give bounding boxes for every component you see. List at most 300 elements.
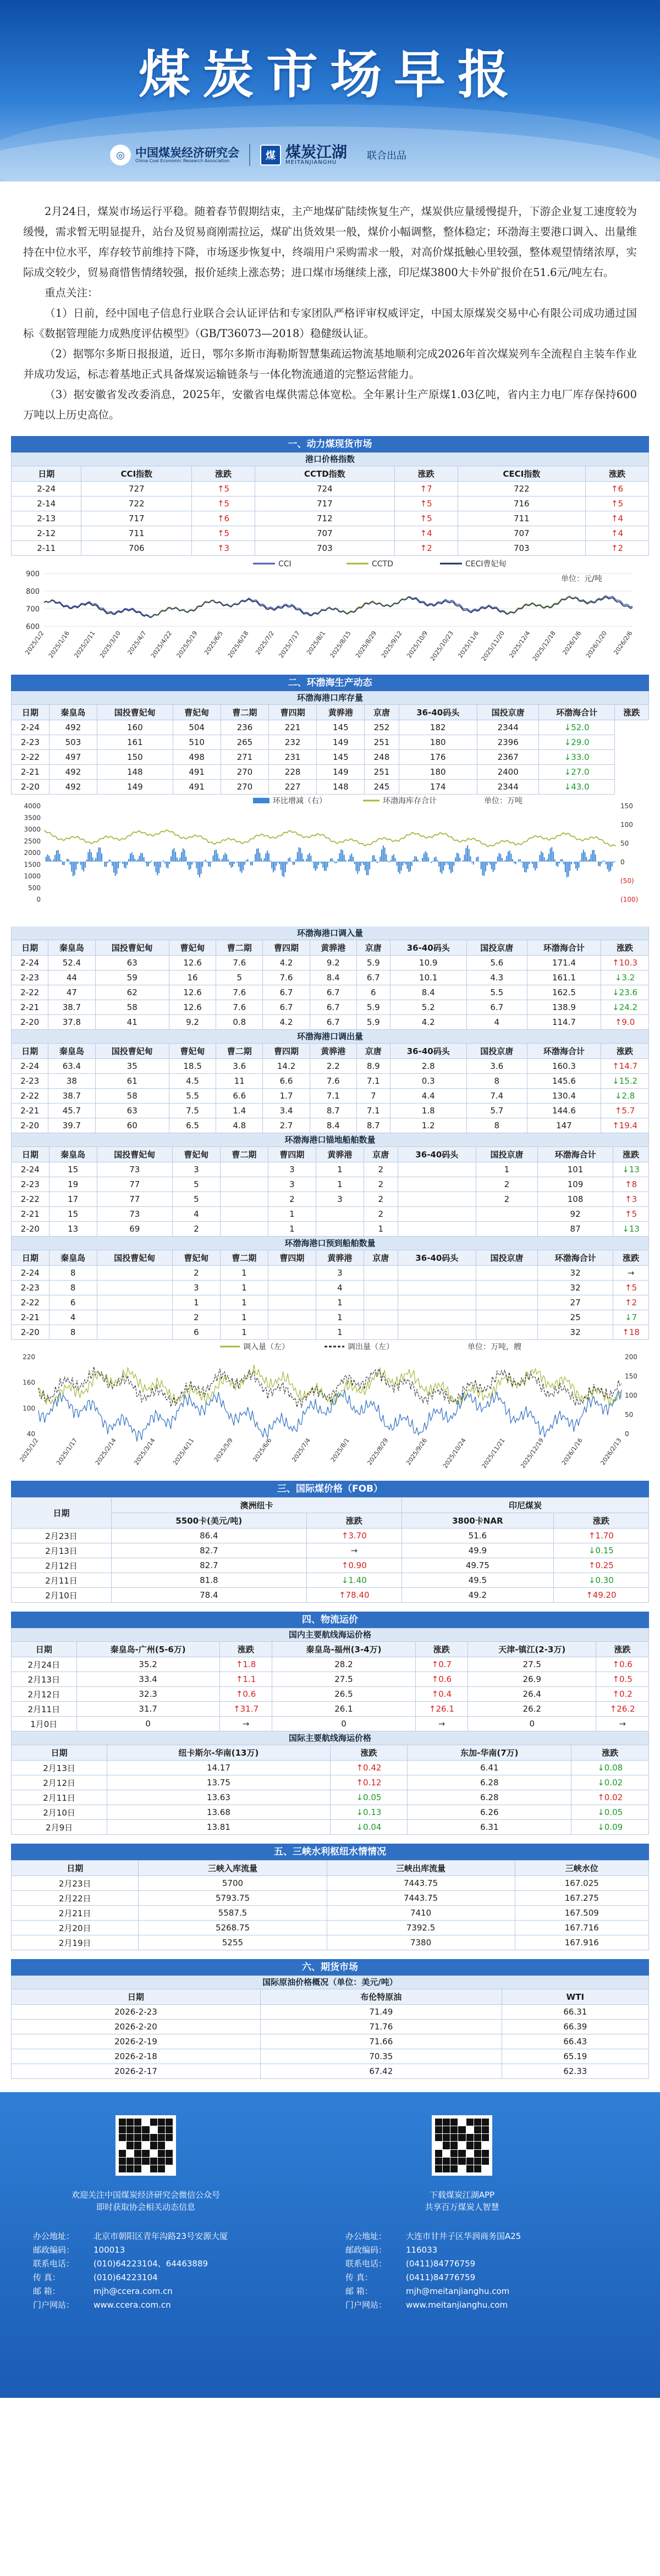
table-cell: 7443.75	[327, 1876, 515, 1891]
table-cell: 26.1	[272, 1702, 415, 1717]
column-header: WTI	[502, 1989, 648, 2005]
table-cell: ↓23.6	[601, 985, 649, 1000]
column-header: 日期	[12, 1642, 77, 1657]
column-header: 国投曹妃甸	[97, 705, 173, 720]
table-row	[12, 985, 649, 1000]
bar-mark	[195, 862, 196, 863]
table-cell: 26.5	[272, 1687, 415, 1702]
y-tick-label: 3000	[24, 825, 41, 834]
chart-unit: 单位：万吨，艘	[468, 1343, 521, 1352]
bar-mark	[110, 860, 111, 862]
table-cell: 58	[95, 1089, 169, 1104]
y-tick-label-right: 0	[625, 1430, 629, 1438]
table-row	[12, 1529, 649, 1543]
column-header: 京唐	[356, 940, 390, 956]
table-cell: 1	[172, 1295, 220, 1310]
y-tick-label-right: 0	[620, 858, 625, 866]
table-row	[12, 2034, 649, 2049]
bar-mark	[279, 862, 280, 864]
org-logos	[110, 144, 406, 166]
column-header: 日期	[12, 940, 48, 956]
inventory-chart	[11, 795, 649, 926]
column-header: 曹二期	[220, 1147, 268, 1162]
table-cell: 6.26	[408, 1805, 571, 1820]
table-cell: 270	[221, 765, 268, 780]
column-header: 曹妃甸	[169, 1044, 216, 1059]
table-cell	[476, 1310, 537, 1325]
table-row	[12, 1089, 649, 1104]
bar-mark	[476, 857, 477, 862]
table-cell: 5.6	[466, 956, 527, 970]
table-cell: 51.6	[402, 1529, 553, 1543]
bar-mark	[204, 861, 205, 862]
bar-mark	[369, 862, 370, 869]
table-cell: 2344	[477, 720, 539, 735]
bar-mark	[127, 862, 128, 865]
table-cell: 109	[538, 1177, 613, 1192]
bar-mark	[291, 861, 292, 862]
inventory-line	[44, 830, 616, 847]
bar-mark	[250, 862, 251, 865]
table-cell: ↓1.40	[306, 1573, 402, 1588]
bar-mark	[348, 859, 349, 862]
table-cell	[268, 1325, 316, 1340]
table-row	[12, 720, 649, 735]
table-cell: 145	[317, 750, 365, 765]
bar-mark	[173, 848, 174, 862]
table-cell: 251	[365, 765, 399, 780]
bar-mark	[375, 859, 376, 862]
table-cell: 73	[97, 1207, 172, 1222]
x-tick-label: 2025/7/4	[290, 1437, 312, 1464]
bar-mark	[307, 855, 309, 862]
org2-name: 煤炭江湖	[285, 143, 348, 161]
table-cell: 108	[538, 1192, 613, 1207]
table-cell: ↑0.90	[306, 1558, 402, 1573]
table-cell	[220, 1222, 268, 1237]
column-header: CECI指数	[458, 466, 585, 482]
phone: (0411)84776759	[406, 2259, 476, 2269]
table-cell: ↑0.6	[415, 1672, 468, 1687]
table-row	[12, 1935, 649, 1950]
bar-mark	[210, 862, 211, 867]
bar-mark	[557, 862, 558, 867]
column-header: 国投曹妃甸	[97, 1147, 172, 1162]
table-cell: 2-20	[12, 1222, 50, 1237]
bar-mark	[547, 859, 548, 862]
bar-mark	[56, 851, 57, 862]
bar-mark	[62, 862, 63, 865]
market-summary: 2月24日，煤炭市场运行平稳。随着春节假期结束，主产地煤矿陆续恢复生产，煤炭供应量缓慢提升，下游企业复工速度较为缓慢，需求暂无明显提升，站台及贸易商刚需拉运，煤矿出货效果一般，煤价小幅调整，整体稳定；环渤海主要港口调入、出量维持在中位水平，库存较节前维持下降，市场逐步恢复中，终端用户采购需求一般，对高价煤抵触心里较强，整体观望情绪浓厚，实际成交较少，贸易商惜售情绪较强，报价延续上涨态势；进口煤市场继续上涨，印尼煤3800大卡外矿报价在51.6元/吨左右。	[23, 205, 637, 279]
bar-mark	[288, 858, 289, 862]
inventory-table	[11, 704, 649, 795]
bar-mark	[539, 855, 540, 862]
column-header: 三峡水位	[515, 1861, 648, 1876]
bar-mark	[85, 862, 86, 868]
table-cell: 6.6	[263, 1074, 310, 1089]
x-tick-label: 2025/4/22	[150, 630, 174, 659]
bar-mark	[438, 862, 439, 867]
bar-mark	[577, 862, 578, 871]
column-header: 国投曹妃甸	[97, 1250, 172, 1266]
bar-mark	[142, 853, 143, 862]
sub-header-outflow: 环渤海港口调出量	[11, 1030, 649, 1043]
x-tick-label: 2026/1/6	[561, 630, 583, 657]
bar-mark	[177, 857, 178, 862]
table-cell: 510	[173, 735, 221, 750]
qr-caption-left-1: 欢迎关注中国煤炭经济研究会微信公众号	[71, 2190, 220, 2200]
column-header: 京唐	[364, 1250, 398, 1266]
table-cell	[97, 1266, 172, 1281]
chart-unit: 单位：万吨	[484, 797, 522, 806]
table-cell: 145	[317, 720, 365, 735]
y-tick-label: 160	[23, 1378, 35, 1387]
th-c1: 5500卡(美元/吨)	[111, 1513, 306, 1529]
bar-mark	[77, 862, 78, 864]
bar-mark	[575, 862, 576, 869]
table-cell: 47	[48, 985, 95, 1000]
table-cell: 27	[538, 1295, 613, 1310]
bar-mark	[109, 859, 110, 862]
table-cell: 707	[458, 526, 585, 541]
column-header: 日期	[12, 1989, 261, 2005]
table-cell: 6.7	[310, 1000, 356, 1015]
bar-mark	[107, 862, 108, 863]
table-cell: ↑1.8	[219, 1657, 272, 1672]
table-cell: 87	[538, 1222, 613, 1237]
bar-mark	[587, 860, 588, 862]
email-link[interactable]: mjh@meitanjianghu.com	[406, 2286, 510, 2296]
table-cell: 1.8	[390, 1104, 466, 1118]
qr-code-ccera-icon[interactable]	[116, 2115, 176, 2176]
table-cell: 727	[81, 482, 192, 497]
bar-mark	[372, 856, 373, 862]
table-cell	[476, 1295, 537, 1310]
table-cell: 1	[364, 1222, 398, 1237]
column-header: 环渤海合计	[538, 1147, 613, 1162]
table-cell: 32	[538, 1281, 613, 1295]
bar-mark	[138, 859, 139, 862]
bar-mark	[294, 862, 295, 865]
table-cell: 5.9	[356, 1000, 390, 1015]
bar-mark	[602, 860, 603, 862]
table-cell: 1.4	[216, 1104, 263, 1118]
bar-mark	[361, 862, 362, 863]
bar-mark	[265, 853, 266, 862]
table-cell: 174	[399, 780, 477, 795]
bar-mark	[426, 853, 427, 862]
bar-mark	[550, 848, 551, 862]
bar-mark	[228, 859, 229, 862]
table-cell: ↑26.2	[596, 1702, 649, 1717]
table-row	[12, 1104, 649, 1118]
bar-mark	[488, 862, 489, 863]
x-tick-label: 2025/5/9	[212, 1437, 234, 1464]
bar-mark	[218, 858, 219, 862]
email-link[interactable]: mjh@ccera.com.cn	[94, 2286, 173, 2296]
table-cell: 62	[95, 985, 169, 1000]
table-cell: ↑5	[192, 482, 255, 497]
table-cell: 5.7	[466, 1104, 527, 1118]
table-cell: ↓0.08	[571, 1761, 649, 1775]
x-tick-label: 2025/6/6	[251, 1437, 273, 1464]
table-row	[12, 1687, 649, 1702]
bar-mark	[527, 862, 529, 869]
bar-mark	[92, 857, 94, 862]
column-header: 36-40码头	[398, 1250, 476, 1266]
table-cell: 19	[49, 1177, 97, 1192]
bar-mark	[98, 847, 100, 862]
table-cell: 5.9	[356, 956, 390, 970]
table-cell: 148	[317, 780, 365, 795]
sub-header-inflow: 环渤海港口调入量	[11, 926, 649, 940]
table-cell: 27.5	[468, 1657, 596, 1672]
bar-mark	[52, 861, 53, 862]
table-cell: ↑5	[192, 497, 255, 511]
table-cell: 63	[95, 1104, 169, 1118]
table-row	[12, 1558, 649, 1573]
table-cell: 717	[81, 511, 192, 526]
bar-mark	[104, 862, 105, 867]
intl-price-table	[11, 1497, 649, 1603]
bar-mark	[440, 862, 441, 872]
bar-mark	[264, 858, 265, 862]
table-cell: →	[415, 1717, 468, 1731]
bar-mark	[586, 857, 587, 862]
table-cell: ↑3	[613, 1192, 649, 1207]
table-cell: 2-22	[12, 1295, 50, 1310]
bar-mark	[81, 862, 82, 870]
table-cell: ↓15.2	[601, 1074, 649, 1089]
table-row	[12, 1672, 649, 1687]
table-cell: ↑5	[613, 1281, 649, 1295]
table-cell: 1	[220, 1295, 268, 1310]
column-header: 京唐	[365, 705, 399, 720]
table-cell: 492	[49, 720, 97, 735]
table-row	[12, 1325, 649, 1340]
bar-mark	[230, 862, 232, 868]
table-cell: 2-23	[12, 735, 50, 750]
table-cell: 2-22	[12, 985, 48, 1000]
website-link[interactable]: www.ccera.com.cn	[94, 2300, 171, 2310]
table-cell: 4.5	[169, 1074, 216, 1089]
table-cell: 17	[49, 1192, 97, 1207]
th-date: 日期	[12, 1498, 112, 1529]
table-cell: 722	[81, 497, 192, 511]
table-cell: ↑4	[394, 526, 458, 541]
x-tick-label: 2025/10/24	[441, 1437, 468, 1470]
bar-mark	[167, 862, 168, 868]
column-header: 三峡入库流量	[139, 1861, 327, 1876]
table-cell: 2	[476, 1192, 537, 1207]
org-ccera	[110, 145, 239, 166]
bar-mark	[121, 861, 122, 862]
table-cell: →	[613, 1266, 649, 1281]
table-cell: ↑1.1	[219, 1672, 272, 1687]
table-cell: 2月19日	[12, 1935, 139, 1950]
bar-mark	[512, 859, 513, 862]
table-cell: 63.4	[48, 1059, 95, 1074]
table-cell: 78.4	[111, 1588, 306, 1603]
table-cell: 180	[399, 735, 477, 750]
table-cell	[316, 1207, 364, 1222]
table-cell: 62.33	[502, 2064, 648, 2079]
table-cell: 6.7	[356, 970, 390, 985]
table-cell: 8.4	[310, 970, 356, 985]
table-cell: 10.9	[390, 956, 466, 970]
fax: (0411)84776759	[406, 2272, 476, 2282]
bar-mark	[422, 858, 423, 862]
key-item-2: （2）据鄂尔多斯日报报道，近日，鄂尔多斯市海勒斯智慧集疏运物流基地顺利完成2026年首次煤炭列车全流程自主装车作业并成功发运，标志着基地正式具备煤炭运输链条与一体化物流通道的完整运营能力。	[23, 347, 637, 380]
table-row	[12, 1177, 649, 1192]
table-cell: 503	[49, 735, 97, 750]
bar-mark	[170, 856, 172, 862]
table-cell: 2-20	[12, 1015, 48, 1030]
table-row	[12, 2064, 649, 2079]
table-cell: 2月22日	[12, 1891, 139, 1906]
table-cell: 6.7	[310, 985, 356, 1000]
table-cell: 5.2	[390, 1000, 466, 1015]
table-row	[12, 1573, 649, 1588]
table-row	[12, 956, 649, 970]
table-cell: 2	[364, 1192, 398, 1207]
bar-mark	[47, 854, 48, 862]
table-cell: 167.509	[515, 1906, 648, 1921]
bar-mark	[533, 862, 534, 868]
table-cell: ↑0.2	[596, 1687, 649, 1702]
column-header: CCTD指数	[255, 466, 394, 482]
column-header: 国投京唐	[466, 1044, 527, 1059]
y-tick-label: 100	[23, 1404, 35, 1413]
bar-mark	[571, 862, 572, 864]
table-cell: 6	[49, 1295, 97, 1310]
table-cell: 6.7	[466, 1000, 527, 1015]
qr-code-app-icon[interactable]	[432, 2115, 492, 2176]
series-line	[38, 1365, 622, 1406]
table-cell: ↑0.25	[553, 1558, 648, 1573]
bar-mark	[521, 862, 522, 863]
x-tick-label: 2025/12/4	[508, 630, 532, 659]
bar-mark	[48, 856, 50, 862]
table-cell: ↓13	[613, 1162, 649, 1177]
table-cell: 2026-2-17	[12, 2064, 261, 2079]
x-tick-label: 2025/11/6	[457, 630, 481, 659]
table-row	[12, 1118, 649, 1133]
column-header: 国投曹妃甸	[95, 940, 169, 956]
bar-mark	[178, 860, 179, 862]
table-cell: 2月24日	[12, 1657, 77, 1672]
legend-label: 调出量（左）	[348, 1343, 394, 1352]
bar-mark	[442, 862, 443, 874]
bar-mark	[544, 857, 545, 862]
bar-mark	[91, 852, 92, 862]
table-cell: 2月11日	[12, 1573, 112, 1588]
column-header: 涨跌	[596, 1642, 649, 1657]
table-row	[12, 1588, 649, 1603]
table-cell: ↓29.0	[539, 735, 615, 750]
table-cell: 1	[268, 1207, 316, 1222]
table-cell: 149	[317, 765, 365, 780]
bar-mark	[386, 854, 387, 862]
bar-mark	[338, 859, 339, 862]
bar-mark	[398, 862, 399, 872]
column-header: 日期	[12, 1147, 50, 1162]
bar-mark	[432, 861, 433, 862]
bar-mark	[234, 862, 235, 864]
bar-mark	[443, 862, 444, 870]
table-cell: 63	[95, 956, 169, 970]
table-cell: 7.1	[356, 1104, 390, 1118]
bar-mark	[300, 848, 301, 862]
table-cell: 8.4	[310, 1118, 356, 1133]
bar-mark	[106, 862, 107, 867]
table-row	[12, 750, 649, 765]
table-cell: 2月10日	[12, 1805, 107, 1820]
column-header: 涨跌	[614, 705, 648, 720]
bar-mark	[390, 860, 391, 862]
three-gorges-table	[11, 1860, 649, 1950]
table-cell: 4.3	[466, 970, 527, 985]
bar-mark	[268, 853, 270, 862]
y-tick-label-right: 100	[625, 1392, 637, 1399]
table-cell: 167.716	[515, 1921, 648, 1935]
column-header: 秦皇岛	[48, 1044, 95, 1059]
bar-mark	[612, 862, 613, 867]
table-cell: 12.6	[169, 985, 216, 1000]
table-row	[12, 1820, 649, 1835]
bar-mark	[223, 855, 224, 862]
table-cell: 14.17	[107, 1761, 331, 1775]
table-cell: 32	[538, 1325, 613, 1340]
bar-mark	[160, 862, 161, 868]
bar-mark	[353, 857, 354, 862]
website-link[interactable]: www.meitanjianghu.com	[406, 2300, 508, 2310]
x-tick-label: 2025/5/19	[175, 630, 199, 659]
bar-mark	[252, 862, 253, 865]
bar-mark	[340, 850, 342, 862]
table-cell	[268, 1266, 316, 1281]
bar-mark	[282, 862, 283, 876]
bar-mark	[220, 860, 221, 862]
bar-mark	[553, 852, 554, 862]
table-cell: 1	[316, 1162, 364, 1177]
table-cell: 7.5	[169, 1104, 216, 1118]
table-row	[12, 1207, 649, 1222]
bar-mark	[452, 862, 453, 872]
bar-mark	[436, 857, 437, 862]
column-header: 曹妃甸	[173, 705, 221, 720]
table-cell: 150	[97, 750, 173, 765]
bar-mark	[585, 852, 586, 862]
table-cell	[364, 1325, 398, 1340]
y-tick-label: 0	[36, 896, 41, 903]
table-cell: 2	[364, 1207, 398, 1222]
label: 传 真：	[345, 2272, 373, 2282]
bar-mark	[309, 853, 310, 862]
bar-mark	[424, 853, 425, 862]
table-cell: 3	[316, 1192, 364, 1207]
table-cell: 26.2	[468, 1702, 596, 1717]
column-header: 环渤海合计	[527, 940, 601, 956]
table-cell: 32	[538, 1266, 613, 1281]
bar-mark	[64, 862, 65, 865]
table-cell: ↑7	[394, 482, 458, 497]
bar-mark	[592, 850, 593, 862]
table-cell: 498	[173, 750, 221, 765]
table-cell: 27.5	[272, 1672, 415, 1687]
bar-mark	[164, 862, 166, 863]
table-cell: 6.28	[408, 1775, 571, 1790]
